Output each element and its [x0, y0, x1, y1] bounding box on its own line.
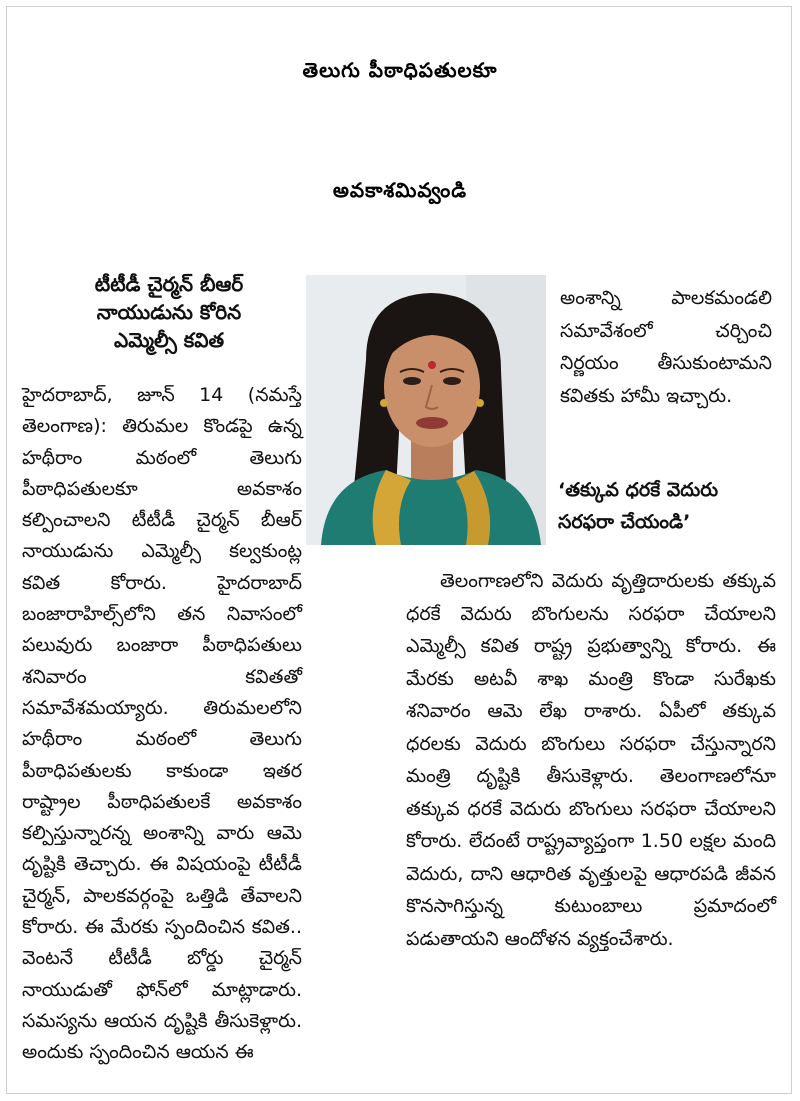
right-column-top	[560, 282, 772, 412]
left-column	[22, 380, 302, 1069]
deck	[38, 270, 300, 354]
deck-line: ఎమ్మెల్సీ కవిత	[113, 328, 225, 352]
portrait-photo	[306, 275, 546, 545]
deck-line: టీటీడీ చైర్మన్ బీఆర్	[94, 272, 244, 296]
subheading: ‘తక్కువ ధరకే వెదురు సరఫరా చేయండి’	[558, 479, 719, 533]
portrait-illustration	[306, 275, 546, 545]
right-column-bottom	[406, 565, 776, 955]
headline-line-1: తెలుగు పీఠాధిపతులకూ	[302, 58, 498, 82]
deck-line: నాయుడును కోరిన	[96, 300, 242, 324]
headline-line-2: అవకాశమివ్వండి	[332, 178, 468, 202]
left-column-text: హైదరాబాద్, జూన్ 14 (నమస్తే తెలంగాణ): తిరుమల కొండపై ఉన్న హథీరాం మఠంలో తెలుగు పీఠాధిపతులకూ అవకాశం కల్పించాలని టీటీడీ చైర్మన్ బీఆర్ నాయుడును ఎమ్మెల్సీ కల్వకుంట్ల కవిత కోరారు. హైదరాబాద్ బంజారాహిల్స్‌లోని తన నివాసంలో పలువురు బంజారా పీఠాధిపతులు శనివారం కవితతో సమావేశమయ్యారు. తిరుమలలోని హథీరాం మఠంలో తెలుగు పీఠాధిపతులకు కాకుండా ఇతర రాష్ట్రాల పీఠాధిపతులకే అవకాశం కల్పిస్తున్నారన్న అంశాన్ని వారు ఆమె దృష్టికి తెచ్చారు. ఈ విషయంపై టీటీడీ చైర్మన్, పాలకవర్గంపై ఒత్తిడి తేవాలని కోరారు. ఈ మేరకు స్పందించిన కవిత.. వెంటనే టీటీడీ బోర్డు చైర్మన్ నాయుడుతో ఫోన్‌లో మాట్లాడారు. సమస్యను ఆయన దృష్టికి తీసుకెళ్లారు. అందుకు స్పందించిన ఆయన ఈ	[22, 384, 302, 1064]
right-column-top-text: అంశాన్ని పాలకమండలి సమావేశంలో చర్చించి నిర్ణయం తీసుకుంటామని కవితకు హామీ ఇచ్చారు.	[560, 287, 772, 407]
right-column-bottom-text: తెలంగాణలోని వెదురు వృత్తిదారులకు తక్కువ ధరకే వెదురు బొంగులను సరఫరా చేయాలని ఎమ్మెల్సీ కవిత రాష్ట్ర ప్రభుత్వాన్ని కోరారు. ఈ మేరకు అటవీ శాఖ మంత్రి కొండా సురేఖకు శనివారం ఆమె లేఖ రాశారు. ఏపీలో తక్కువ ధరలకు వెదురు బొంగులు సరఫరా చేస్తున్నారని మంత్రి దృష్టికి తీసుకెళ్లారు. తెలంగాణలోనూ తక్కువ ధరకే వెదురు బొంగులు సరఫరా చేయాలని కోరారు. లేదంటే రాష్ట్రవ్యాప్తంగా 1.50 లక్షల మంది వెదురు, దాని ఆధారిత వృత్తులపై ఆధారపడి జీవన కొనసాగిస్తున్న కుటుంబాలు ప్రమాదంలో పడుతాయని ఆందోళన వ్యక్తంచేశారు.	[406, 570, 776, 950]
